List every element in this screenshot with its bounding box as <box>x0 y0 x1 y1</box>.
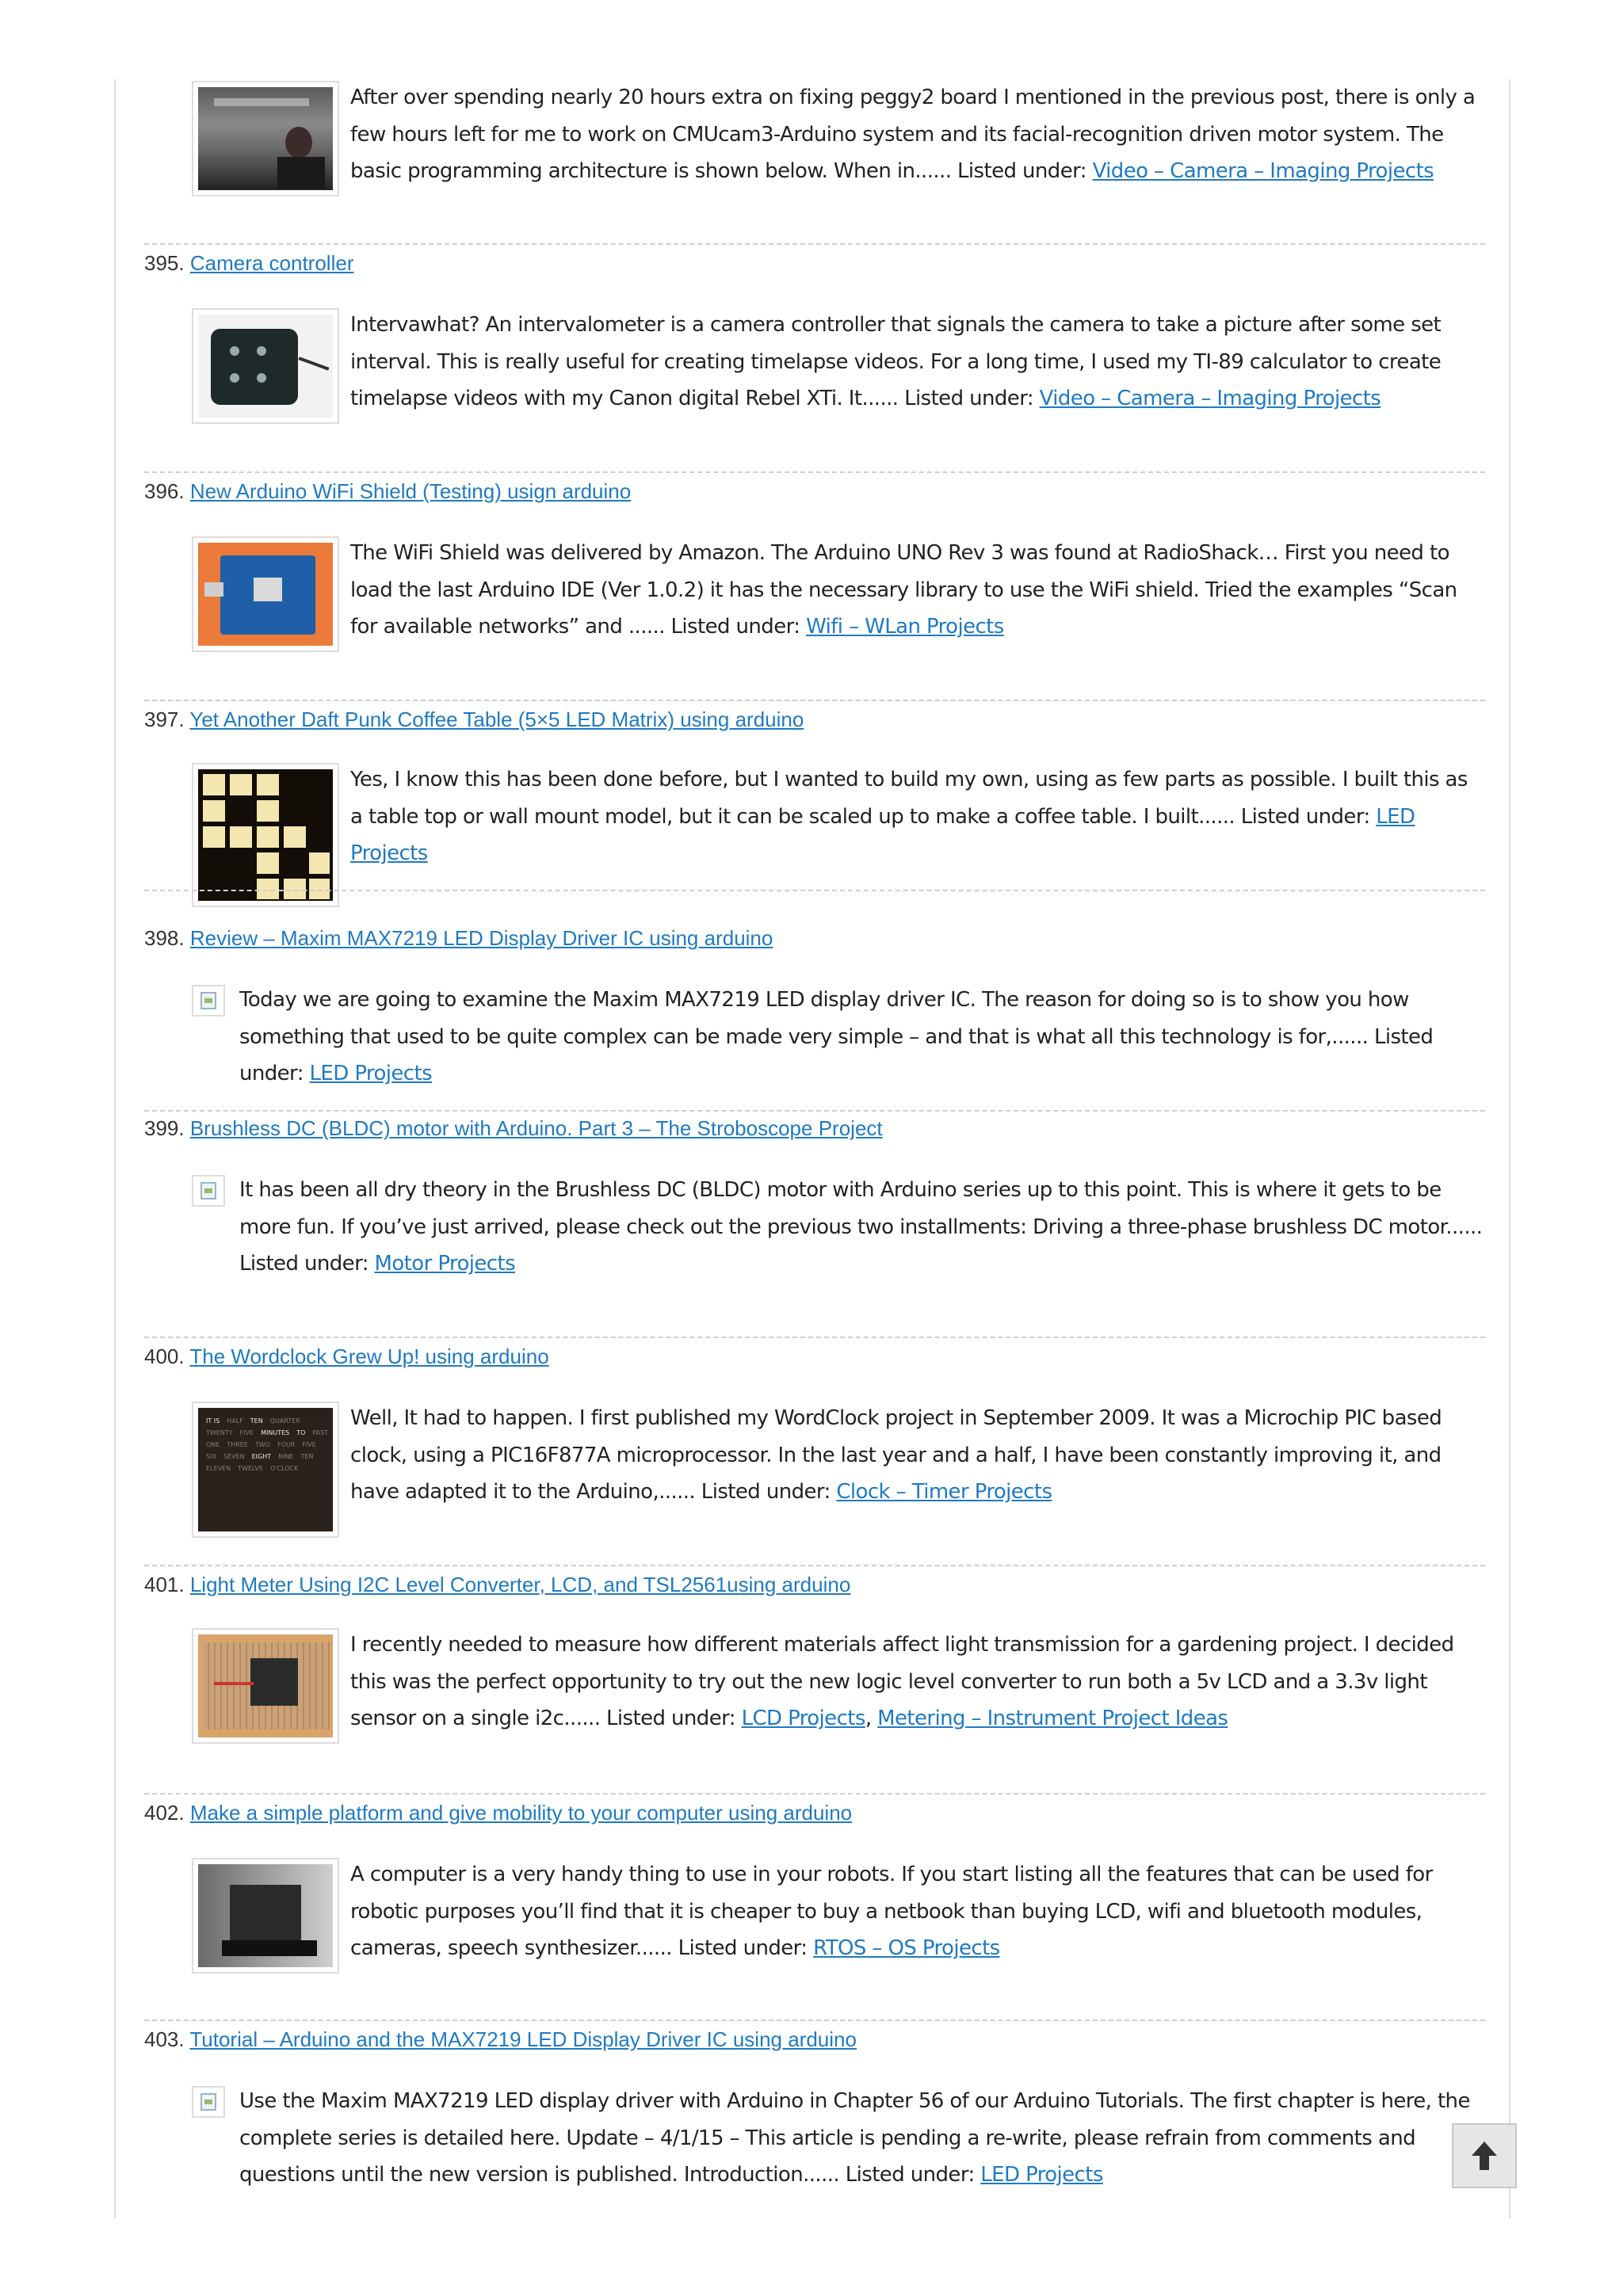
entry-title: 403. Tutorial – Arduino and the MAX7219 LED Display Driver IC using arduino <box>144 2027 857 2051</box>
entry-thumbnail-wifi-shield[interactable] <box>192 536 339 652</box>
separator <box>144 471 1485 473</box>
wordclock-word: TWO <box>254 1441 271 1448</box>
category-link[interactable]: Video – Camera – Imaging Projects <box>1039 387 1381 410</box>
category-link[interactable]: LED Projects <box>350 804 1415 865</box>
separator <box>144 890 1485 891</box>
wordclock-word: FIVE <box>239 1429 254 1436</box>
wordclock-word: TO <box>296 1429 306 1436</box>
category-link[interactable]: Video – Camera – Imaging Projects <box>1092 159 1434 183</box>
separator <box>144 1110 1485 1112</box>
wordclock-word: TEN <box>250 1417 263 1425</box>
category-link[interactable]: LED Projects <box>309 1062 433 1085</box>
entry-title: 402. Make a simple platform and give mobility to your computer using arduino <box>144 1801 853 1825</box>
wordclock-word: MINUTES <box>261 1429 290 1436</box>
wordclock-word: SEVEN <box>223 1453 245 1460</box>
entry-title-link[interactable]: Tutorial – Arduino and the MAX7219 LED Display Driver IC using arduino <box>189 2027 857 2051</box>
entry-thumbnail-camera-facial[interactable] <box>192 81 339 196</box>
entry-title-link[interactable]: Yet Another Daft Punk Coffee Table (5×5 LED Matrix) using arduino <box>189 707 804 731</box>
wordclock-word: THREE <box>227 1441 248 1448</box>
separator <box>144 1793 1485 1794</box>
entry-title-link[interactable]: Make a simple platform and give mobility to your computer using arduino <box>189 1801 853 1825</box>
entry-thumbnail-netbook-platform[interactable] <box>192 1858 339 1974</box>
entry-title-link[interactable]: The Wordclock Grew Up! using arduino <box>189 1344 549 1368</box>
separator <box>144 1565 1485 1566</box>
entry-title: 401. Light Meter Using I2C Level Converter, LCD, and TSL2561using arduino <box>144 1573 851 1596</box>
wordclock-word: NINE <box>278 1453 294 1460</box>
wordclock-word: EIGHT <box>251 1453 272 1460</box>
led-matrix-image <box>198 769 333 901</box>
entry-description: Today we are going to examine the Maxim MAX7219 LED display driver IC. The reason for doing so is to show you how something that used to be quite complex can be made very simple – and that is what all this technology is for,...... Listed under: LED Projects <box>239 988 1434 1085</box>
entry-title-link[interactable]: Camera controller <box>189 251 354 275</box>
entry-title-link[interactable]: Light Meter Using I2C Level Converter, LCD, and TSL2561using arduino <box>189 1573 851 1596</box>
wordclock-word: TEN <box>300 1453 314 1460</box>
wordclock-word: HALF <box>227 1417 243 1425</box>
category-link[interactable]: Wifi – WLan Projects <box>806 615 1004 639</box>
wordclock-word: PAST <box>312 1429 329 1436</box>
entry-title: 398. Review – Maxim MAX7219 LED Display Driver IC using arduino <box>144 926 773 950</box>
wordclock-word: ELEVEN <box>206 1465 231 1472</box>
entry-title-link[interactable]: Brushless DC (BLDC) motor with Arduino. Part 3 – The Stroboscope Project <box>189 1116 883 1140</box>
entry-title: 400. The Wordclock Grew Up! using arduino <box>144 1344 549 1368</box>
arrow-up-icon <box>1468 2138 1500 2173</box>
wordclock-word: SIX <box>206 1453 216 1460</box>
entry-title: 395. Camera controller <box>144 251 354 275</box>
entry-description: It has been all dry theory in the Brushless DC (BLDC) motor with Arduino series up to this point. This is where it gets to be more fun. If you’ve just arrived, please check out the previous two installments: Driving a three-phase brushless DC motor...... Listed under: Motor Projects <box>239 1178 1483 1276</box>
entry-title-link[interactable]: New Arduino WiFi Shield (Testing) usign arduino <box>189 479 632 503</box>
wordclock-word: IT IS <box>206 1417 220 1425</box>
wordclock-word: QUARTER <box>269 1417 300 1425</box>
wordclock-word: FIVE <box>302 1441 316 1448</box>
wordclock-word: FOUR <box>277 1441 296 1448</box>
entry-thumbnail-wordclock[interactable] <box>192 1402 339 1538</box>
category-link[interactable]: Metering – Instrument Project Ideas <box>877 1707 1228 1730</box>
category-link[interactable]: LCD Projects <box>741 1707 865 1730</box>
entry-description: Use the Maxim MAX7219 LED display driver with Arduino in Chapter 56 of our Arduino Tutorials. The first chapter is here, the complete series is detailed here. Update – 4/1/15 – This article is pending a re-write, please refrain from comments and questions until the new version is published. Introduction...... Listed under: LED Projects <box>239 2089 1470 2187</box>
entry-thumbnail-led-matrix[interactable] <box>192 763 339 907</box>
entry-title-link[interactable]: Review – Maxim MAX7219 LED Display Driver IC using arduino <box>189 926 773 950</box>
entry-title: 396. New Arduino WiFi Shield (Testing) usign arduino <box>144 479 632 503</box>
separator <box>144 2019 1485 2021</box>
wordclock-word: TWENTY <box>206 1429 233 1436</box>
category-link[interactable]: Motor Projects <box>374 1252 516 1276</box>
category-link[interactable]: RTOS – OS Projects <box>813 1936 1000 1960</box>
separator <box>144 243 1485 245</box>
entry-description: A computer is a very handy thing to use in your robots. If you start listing all the features that can be used for robotic purposes you’ll find that it is cheaper to buy a netbook than buying LCD, wifi and bluetooth modules, cameras, speech synthesizer...... Listed under: RTOS – OS Projects <box>350 1863 1433 1960</box>
entry-description: I recently needed to measure how different materials affect light transmission for a gardening project. I decided this was the perfect opportunity to try out the new logic level converter to run both a 5v LCD and a 3.3v light sensor on a single i2c...... Listed under: LCD Projects, Metering – Instrument Project Ideas <box>350 1633 1454 1730</box>
category-link[interactable]: Clock – Timer Projects <box>836 1480 1052 1504</box>
entry-description: Well, It had to happen. I first published my WordClock project in September 2009. It was a Microchip PIC based clock, using a PIC16F877A microprocessor. In the last year and a half, I have been constantly improving it, and have adapted it to the Arduino,...... Listed under: Clock – Timer Projects <box>350 1406 1442 1504</box>
wordclock-word: TWELVE <box>238 1465 264 1472</box>
entry-description: Intervawhat? An intervalometer is a camera controller that signals the camera to take a picture after some set interval. This is really useful for creating timelapse videos. For a long time, I used my TI-89 calculator to create timelapse videos with my Canon digital Rebel XTi. It...... Listed under: Video – Camera – Imaging Projects <box>350 313 1442 410</box>
back-to-top-button[interactable] <box>1452 2123 1517 2188</box>
wordclock-word: O'CLOCK <box>270 1465 299 1472</box>
entry-description: Yes, I know this has been done before, but I wanted to build my own, using as few parts as possible. I built this as a table top or wall mount model, but it can be scaled up to make a coffee table. I built...... Listed under: LED Projects <box>350 768 1468 865</box>
separator <box>144 1337 1485 1338</box>
entry-title: 399. Brushless DC (BLDC) motor with Arduino. Part 3 – The Stroboscope Project <box>144 1116 883 1140</box>
entry-title: 397. Yet Another Daft Punk Coffee Table (5×5 LED Matrix) using arduino <box>144 707 804 731</box>
entry-description: After over spending nearly 20 hours extra on fixing peggy2 board I mentioned in the previous post, there is only a few hours left for me to work on CMUcam3-Arduino system and its facial-recognition driven motor system. The basic programming architecture is shown below. When in...... Listed under: Video – Camera – Imaging Projects <box>350 86 1476 183</box>
entry-thumbnail-camera-controller[interactable] <box>192 308 339 424</box>
separator <box>144 700 1485 701</box>
category-link[interactable]: LED Projects <box>980 2163 1103 2187</box>
wordclock-word: ONE <box>206 1441 220 1448</box>
entry-thumbnail-light-meter[interactable] <box>192 1628 339 1744</box>
entry-description: The WiFi Shield was delivered by Amazon. The Arduino UNO Rev 3 was found at RadioShack… First you need to load the last Arduino IDE (Ver 1.0.2) it has the necessary library to use the WiFi shield. Tried the examples “Scan for available networks” and ...... Listed under: Wifi – WLan Projects <box>350 541 1457 639</box>
